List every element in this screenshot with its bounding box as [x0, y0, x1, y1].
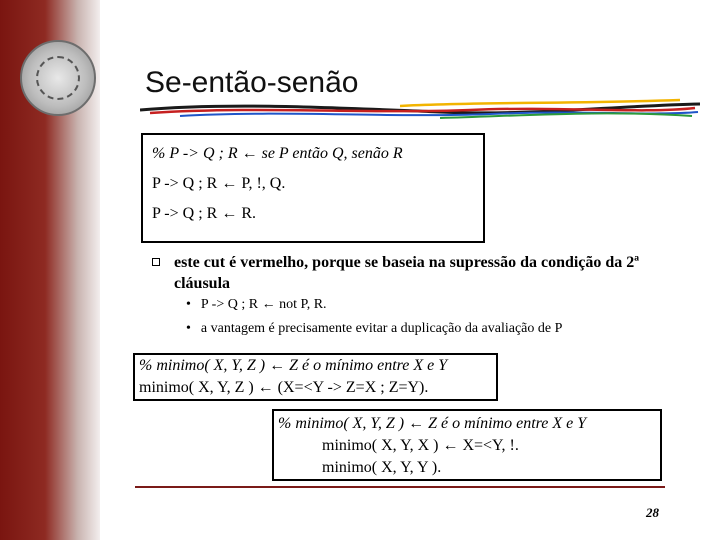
university-seal-logo [20, 40, 96, 116]
checkbox-bullet-icon [152, 258, 160, 266]
sub-bullet-text: P -> Q ; R ← not P, R. [200, 297, 327, 312]
minimo-cut-box [272, 409, 662, 481]
code-line: minimo( X, Y, Y ). [322, 459, 442, 476]
comment-line: % minimo( X, Y, Z ) ← Z é o mínimo entre X e Y [139, 357, 448, 374]
sub-bullet-item [186, 297, 327, 313]
code-line: minimo( X, Y, X ) ← X=<Y, !. [322, 437, 519, 454]
slide-title: Se-então-senão [145, 66, 359, 99]
if-then-else-definition-box [141, 133, 485, 243]
page-number: 28 [646, 505, 659, 520]
sub-bullet-text: a vantagem é precisamente evitar a duplicação da avaliação de P [200, 321, 563, 336]
code-line: minimo( X, Y, Z ) ← (X=<Y -> Z=X ; Z=Y). [139, 379, 429, 396]
sub-bullet-item [186, 321, 562, 337]
main-bullet-text: este cut é vermelho, porque se baseia na supressão da condição da 2ª cláusula [174, 254, 640, 292]
comment-line: % minimo( X, Y, Z ) ← Z é o mínimo entre X e Y [278, 415, 587, 432]
comment-line: % P -> Q ; R ← se P então Q, senão R [152, 145, 403, 162]
clause-line: P -> Q ; R ← R. [152, 205, 256, 222]
bullet-dot-icon: • [186, 297, 191, 312]
minimo-if-then-else-box [133, 353, 498, 401]
title-underline-swoosh [140, 96, 700, 124]
clause-line: P -> Q ; R ← P, !, Q. [152, 175, 286, 192]
footer-rule [135, 486, 665, 488]
bullet-dot-icon: • [186, 321, 191, 336]
